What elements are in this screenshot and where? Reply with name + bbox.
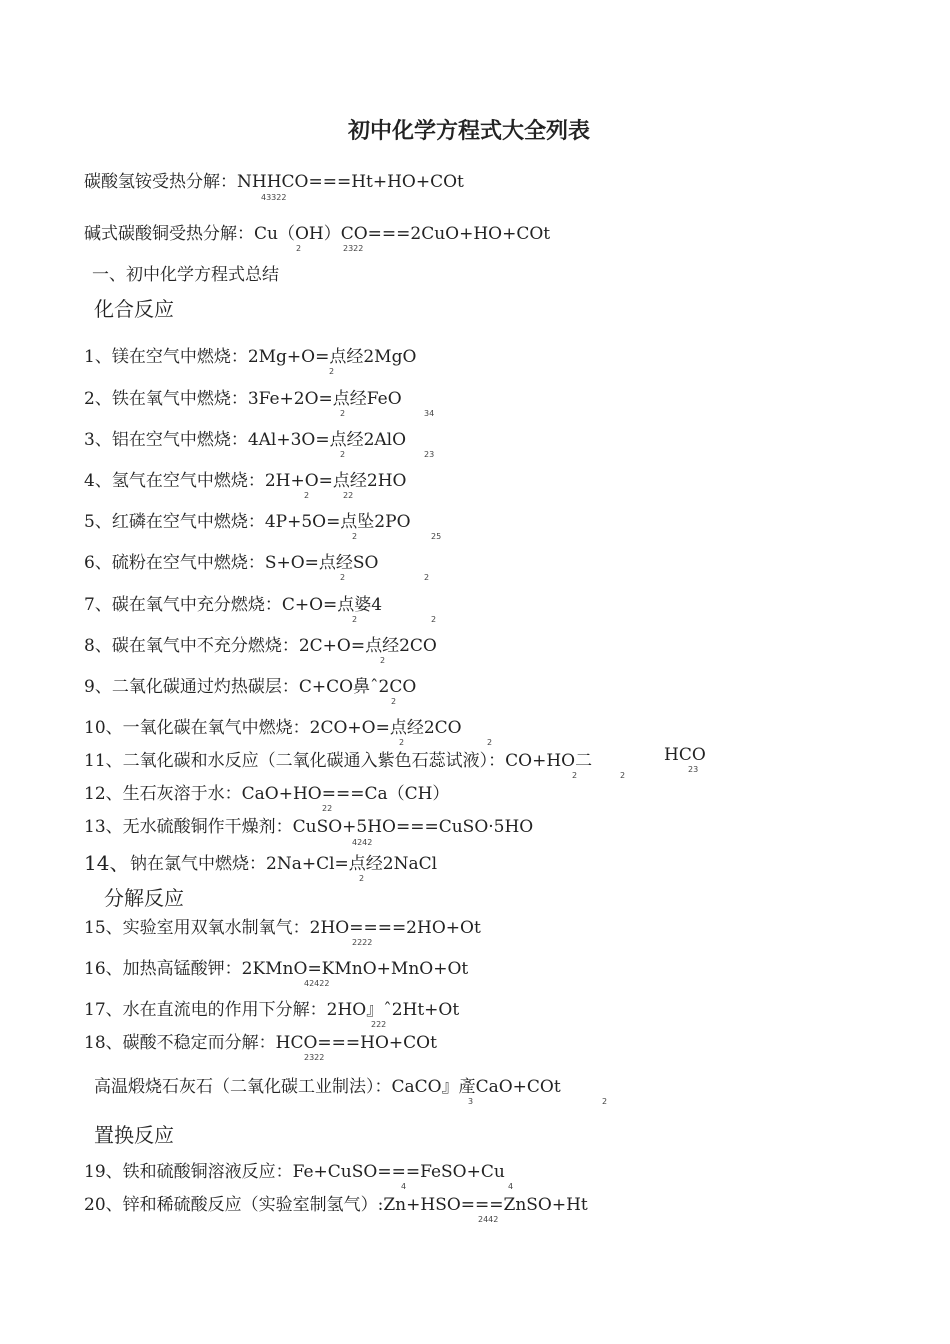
equation-line: 15、实验室用双氧水制氧气：2HO====2HO+Ot [84,918,481,938]
item-number: 14、 [84,851,130,875]
equation-line: 5、红磷在空气中燃烧：4P+5O=点坠2PO [84,512,411,532]
subscript: 2322 [304,1053,325,1062]
subscript: 2 [340,573,346,582]
subscript: 2 [399,738,405,747]
equation-line: 4、氢气在空气中燃烧：2H+O=点经2HO [84,471,407,491]
equation-line: 碳酸氢铵受热分解：NHHCO===Ht+HO+COt [84,172,464,192]
subscript: 2 [380,656,386,665]
equation-line: 19、铁和硫酸铜溶液反应：Fe+CuSO===FeSO+Cu [84,1162,505,1182]
subscript: 2 [572,771,578,780]
equation-line: 11、二氧化碳和水反应（二氧化碳通入紫色石蕊试液）：CO+HO二 [84,751,593,771]
equation-line: 10、一氧化碳在氧气中燃烧：2CO+O=点经2CO [84,718,462,738]
equation-line: 12、生石灰溶于水：CaO+HO===Ca（CH） [84,784,450,804]
subscript: 2 [424,573,430,582]
equation-line: 20、锌和稀硫酸反应（实验室制氢气）:Zn+HSO===ZnSO+Ht [84,1195,588,1215]
subscript: 43322 [261,193,287,202]
subscript: 4 [508,1182,514,1191]
subscript: 2 [340,409,346,418]
subscript: 222 [371,1020,387,1029]
subscript: 2 [602,1097,608,1106]
subscript: 2 [329,367,335,376]
subscript: 2 [304,491,310,500]
subscript: 4 [401,1182,407,1191]
equation-line: 16、加热高锰酸钾：2KMnO=KMnO+MnO+Ot [84,959,469,979]
subscript: 22 [343,491,354,500]
subscript: 2 [620,771,626,780]
equation-line: 13、无水硫酸铜作干燥剂：CuSO+5HO===CuSO·5HO [84,817,534,837]
equation-line: 7、碳在氧气中充分燃烧：C+O=点婆4 [84,595,383,615]
section-heading: 分解反应 [104,886,184,910]
subscript: 3 [468,1097,474,1106]
equation-line: 碱式碳酸铜受热分解：Cu（OH）CO===2CuO+HO+COt [84,224,551,244]
subscript: 2 [352,615,358,624]
summary-heading: 一、初中化学方程式总结 [92,265,279,285]
equation-line: 8、碳在氧气中不充分燃烧：2C+O=点经2CO [84,636,437,656]
subscript: 2442 [478,1215,499,1224]
subscript: 2 [359,874,365,883]
subscript: 2 [296,244,302,253]
subscript: 2 [352,532,358,541]
equation-line: 2、铁在氧气中燃烧：3Fe+2O=点经FeO [84,389,402,409]
equation-line: 17、水在直流电的作用下分解：2HO』ˆ2Ht+Ot [84,1000,460,1020]
section-heading: 化合反应 [94,297,174,321]
subscript: 4242 [352,838,373,847]
subscript: 2 [340,450,346,459]
equation-line: 高温煅烧石灰石（二氧化碳工业制法）：CaCO』產CaO+COt [94,1077,561,1097]
equation-line: 18、碳酸不稳定而分解：HCO===HO+COt [84,1033,437,1053]
equation-line: 3、铝在空气中燃烧：4Al+3O=点经2AlO [84,430,407,450]
subscript: 22 [322,804,333,813]
equation-line: 1、镁在空气中燃烧：2Mg+O=点经2MgO [84,347,417,367]
subscript: 2 [391,697,397,706]
subscript: 23 [424,450,435,459]
section-heading: 置换反应 [94,1123,174,1147]
subscript: 2222 [352,938,373,947]
equation-line: 6、硫粉在空气中燃烧：S+O=点经SO [84,553,379,573]
equation-line: 9、二氧化碳通过灼热碳层：C+CO鼻ˆ2CO [84,677,417,697]
subscript: 42422 [304,979,330,988]
page-title: 初中化学方程式大全列表 [348,118,591,144]
equation-product: HCO [664,745,706,765]
equation-line: 钠在氯气中燃烧：2Na+Cl=点经2NaCl [130,854,438,874]
subscript: 23 [688,765,699,774]
subscript: 2 [431,615,437,624]
subscript: 34 [424,409,435,418]
subscript: 25 [431,532,442,541]
subscript: 2322 [343,244,364,253]
subscript: 2 [487,738,493,747]
